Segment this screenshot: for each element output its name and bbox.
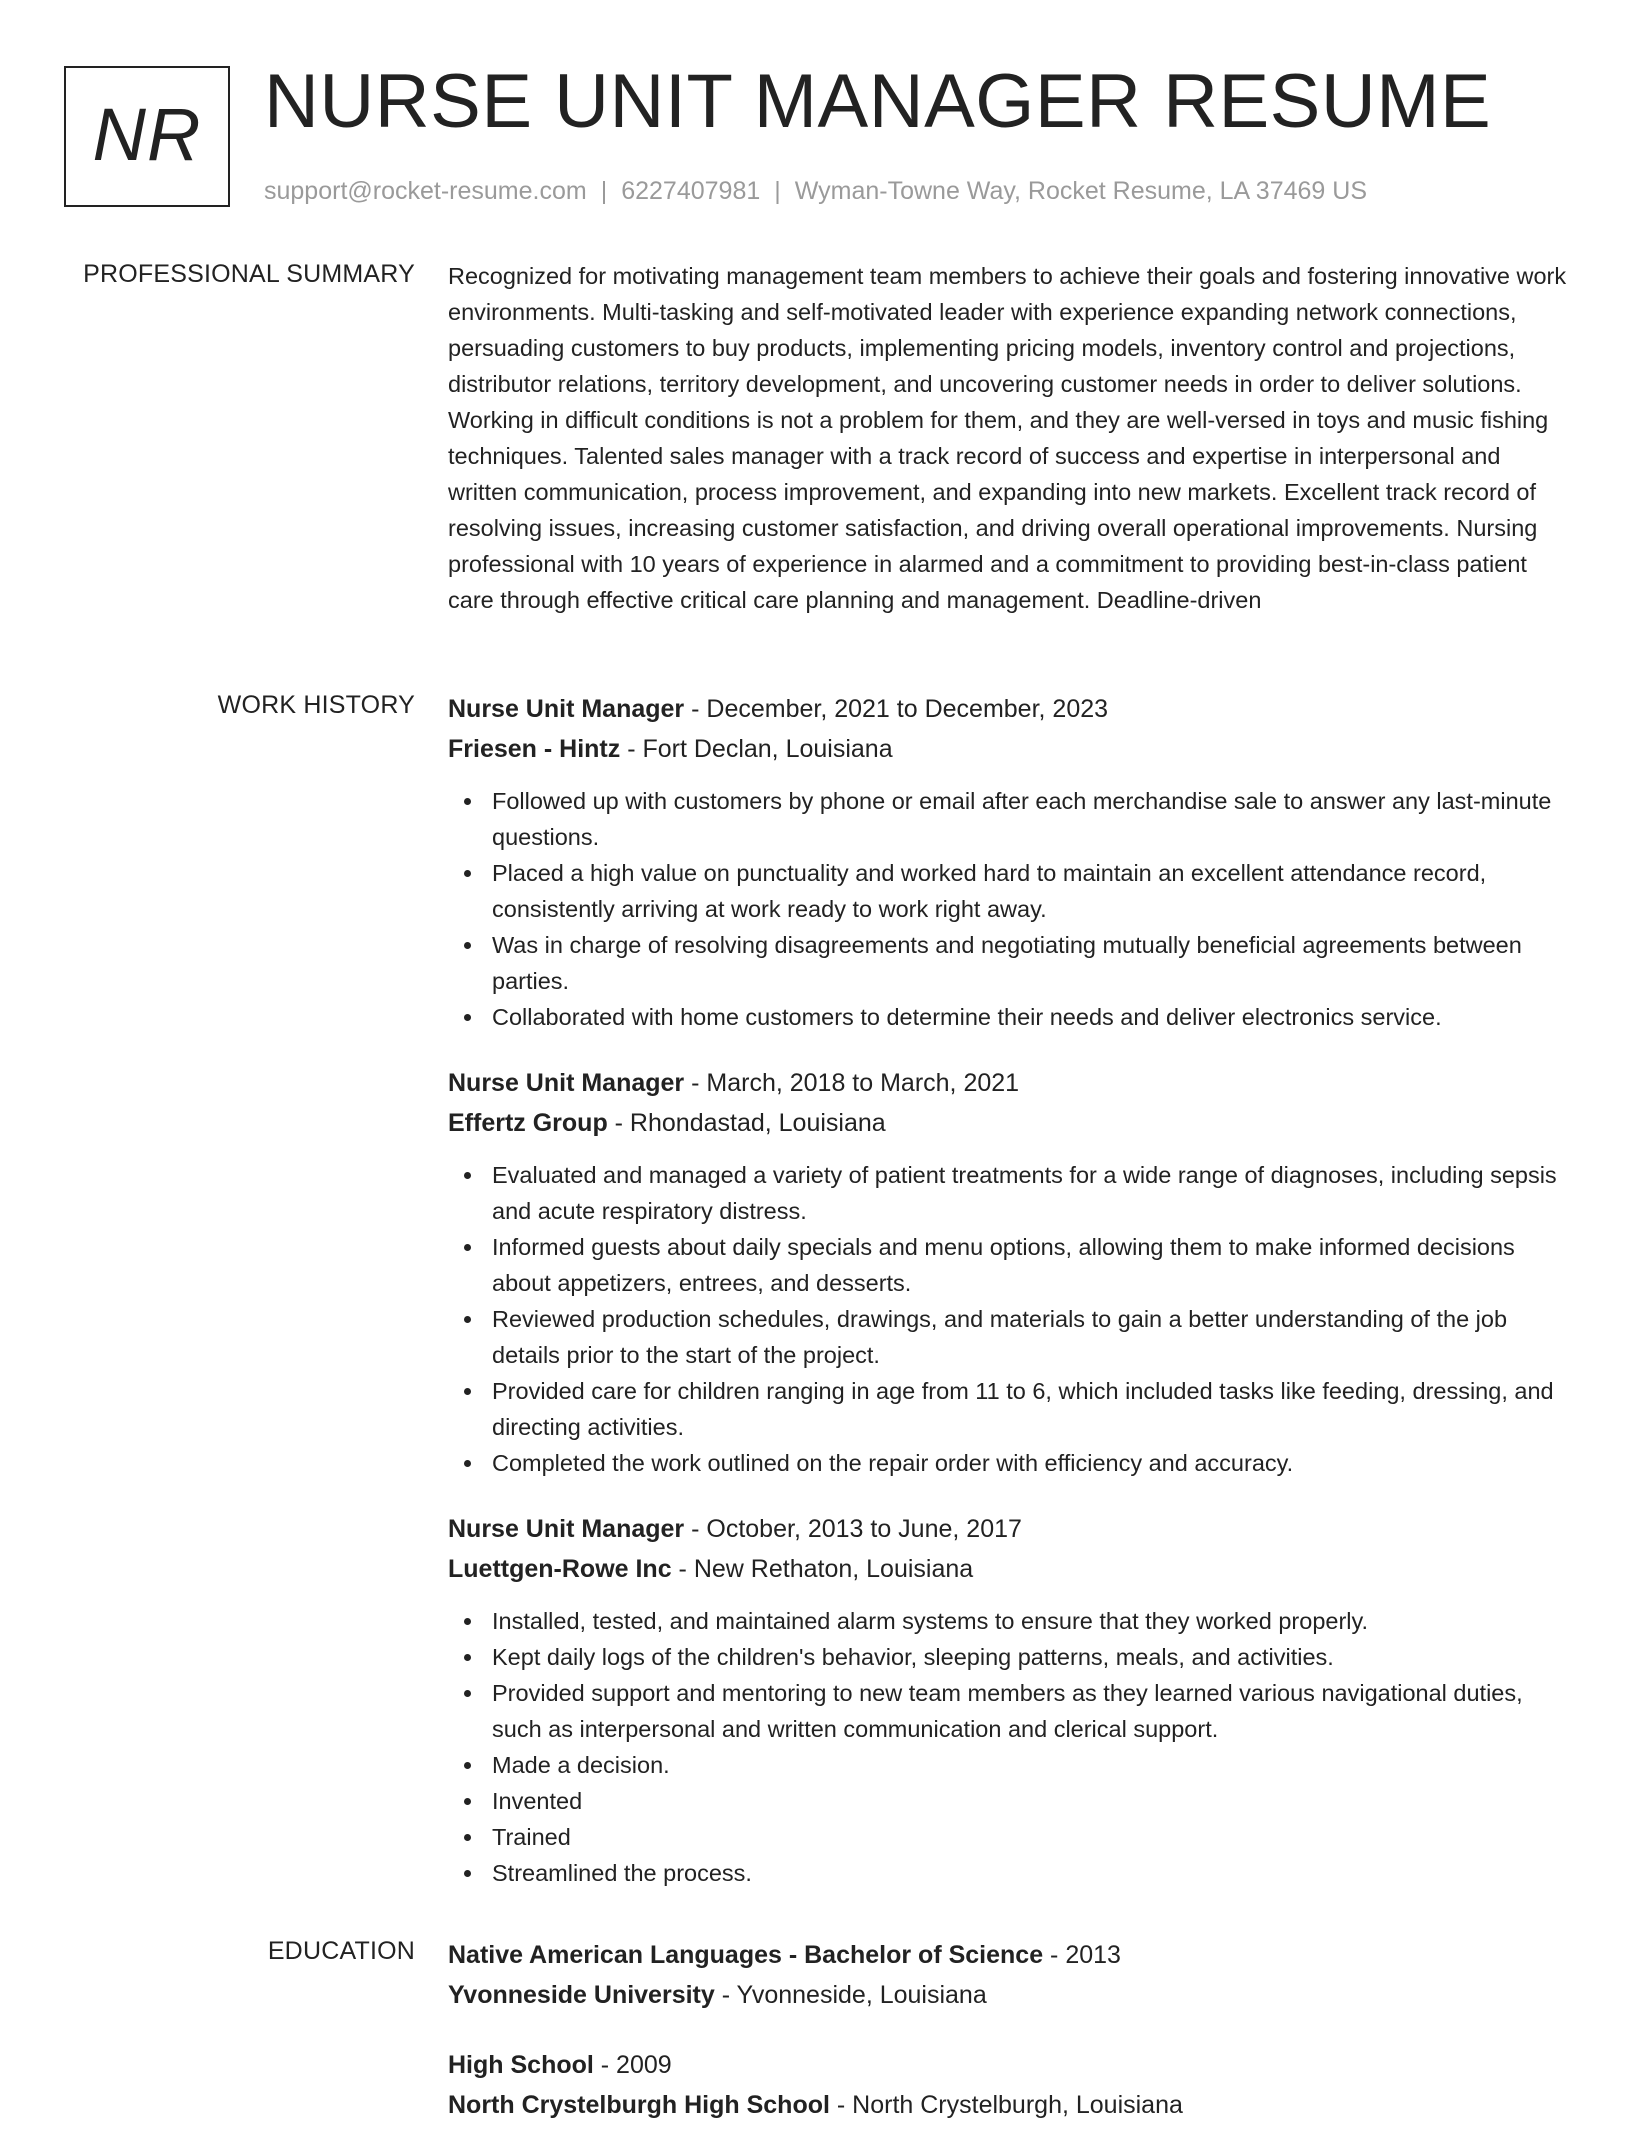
education-school-line <box>448 1975 1568 2015</box>
education-entry <box>448 1935 1568 2015</box>
job-bullet: Invented <box>448 1783 1568 1819</box>
education-location: - Yvonneside, Louisiana <box>714 1981 987 2009</box>
section-label-education: EDUCATION <box>267 1937 415 1965</box>
contact-email[interactable]: support@rocket-resume.com <box>264 177 587 205</box>
section-label-work-history: WORK HISTORY <box>217 691 415 719</box>
job-bullet: Followed up with customers by phone or email after each merchandise sale to answer any last-minute questions. <box>448 783 1568 855</box>
job-bullet: Provided support and mentoring to new team members as they learned various navigational duties, such as interpersonal and written communication and clerical support. <box>448 1675 1568 1747</box>
monogram-box <box>64 66 230 207</box>
job-dates: - December, 2021 to December, 2023 <box>684 695 1109 723</box>
job-bullet: Evaluated and managed a variety of patient treatments for a wide range of diagnoses, including sepsis and acute respiratory distress. <box>448 1157 1568 1229</box>
job-bullet: Installed, tested, and maintained alarm systems to ensure that they worked properly. <box>448 1603 1568 1639</box>
education-degree-line <box>448 2045 1568 2085</box>
job-company: Luettgen-Rowe Inc <box>448 1555 672 1583</box>
education-year: - 2009 <box>593 2051 672 2079</box>
job-entry <box>448 1063 1568 1481</box>
education-location: - North Crystelburgh, Louisiana <box>829 2091 1183 2119</box>
job-bullet: Placed a high value on punctuality and worked hard to maintain an excellent attendance record, consistently arriving at work ready to work right away. <box>448 855 1568 927</box>
job-bullet: Kept daily logs of the children's behavior, sleeping patterns, meals, and activities. <box>448 1639 1568 1675</box>
job-title-line <box>448 689 1568 729</box>
job-title: Nurse Unit Manager <box>448 1515 685 1543</box>
job-bullet: Collaborated with home customers to determine their needs and deliver electronics service. <box>448 999 1568 1035</box>
job-company-line <box>448 1549 1568 1589</box>
job-bullet: Provided care for children ranging in age from 11 to 6, which included tasks like feeding, dressing, and directing activities. <box>448 1373 1568 1445</box>
contact-phone[interactable]: 6227407981 <box>621 177 761 205</box>
summary-text: Recognized for motivating management team members to achieve their goals and fostering innovative work environments. Multi-tasking and self-motivated leader with experience expanding network connections, persuading customers to buy products, implementing pricing models, inventory control and projections, distributor relations, territory development, and uncovering customer needs in order to deliver solutions. Working in difficult conditions is not a problem for them, and they are well-versed in toys and music fishing techniques. Talented sales manager with a track record of success and expertise in interpersonal and written communication, process improvement, and expanding into new markets. Excellent track record of resolving issues, increasing customer satisfaction, and driving overall operational improvements. Nursing professional with 10 years of experience in alarmed and a commitment to providing best-in-class patient care through effective critical care planning and management. Deadline-driven <box>448 263 1567 613</box>
job-title-line <box>448 1509 1568 1549</box>
education-school-line <box>448 2085 1568 2125</box>
job-entry <box>448 689 1568 1035</box>
job-dates: - October, 2013 to June, 2017 <box>684 1515 1022 1543</box>
education-school: Yvonneside University <box>448 1981 715 2009</box>
job-entry <box>448 1509 1568 1891</box>
education-degree: Native American Languages - Bachelor of Science <box>448 1941 1044 1969</box>
monogram-initials: NR <box>92 92 202 176</box>
contact-line <box>264 176 1367 206</box>
contact-address: Wyman-Towne Way, Rocket Resume, LA 37469 US <box>794 177 1367 205</box>
resume-title: NURSE UNIT MANAGER RESUME <box>264 59 1492 144</box>
job-bullets <box>448 1603 1568 1891</box>
job-company: Effertz Group <box>448 1109 608 1137</box>
job-title-line <box>448 1063 1568 1103</box>
job-bullets <box>448 783 1568 1035</box>
job-bullet: Made a decision. <box>448 1747 1568 1783</box>
job-location: - Fort Declan, Louisiana <box>620 735 893 763</box>
job-location: - New Rethaton, Louisiana <box>671 1555 974 1583</box>
job-title: Nurse Unit Manager <box>448 1069 685 1097</box>
job-bullet: Informed guests about daily specials and menu options, allowing them to make informed decisions about appetizers, entrees, and desserts. <box>448 1229 1568 1301</box>
education-school: North Crystelburgh High School <box>448 2091 830 2119</box>
education-degree-line <box>448 1935 1568 1975</box>
job-company-line <box>448 729 1568 769</box>
education-entry <box>448 2045 1568 2125</box>
contact-separator: | <box>774 177 781 205</box>
summary-body <box>448 258 1568 618</box>
education-body <box>448 1935 1568 2155</box>
section-label-summary: PROFESSIONAL SUMMARY <box>83 260 415 288</box>
work-history-body <box>448 689 1568 1919</box>
job-bullet: Reviewed production schedules, drawings, and materials to gain a better understanding of the job details prior to the start of the project. <box>448 1301 1568 1373</box>
job-bullets <box>448 1157 1568 1481</box>
job-bullet: Trained <box>448 1819 1568 1855</box>
job-bullet: Completed the work outlined on the repair order with efficiency and accuracy. <box>448 1445 1568 1481</box>
job-bullet: Was in charge of resolving disagreements and negotiating mutually beneficial agreements between parties. <box>448 927 1568 999</box>
job-dates: - March, 2018 to March, 2021 <box>684 1069 1020 1097</box>
job-location: - Rhondastad, Louisiana <box>607 1109 886 1137</box>
contact-separator: | <box>600 177 608 205</box>
education-year: - 2013 <box>1043 1941 1121 1969</box>
education-degree: High School <box>448 2051 594 2079</box>
job-company-line <box>448 1103 1568 1143</box>
job-company: Friesen - Hintz <box>448 735 621 763</box>
job-title: Nurse Unit Manager <box>448 695 685 723</box>
job-bullet: Streamlined the process. <box>448 1855 1568 1891</box>
